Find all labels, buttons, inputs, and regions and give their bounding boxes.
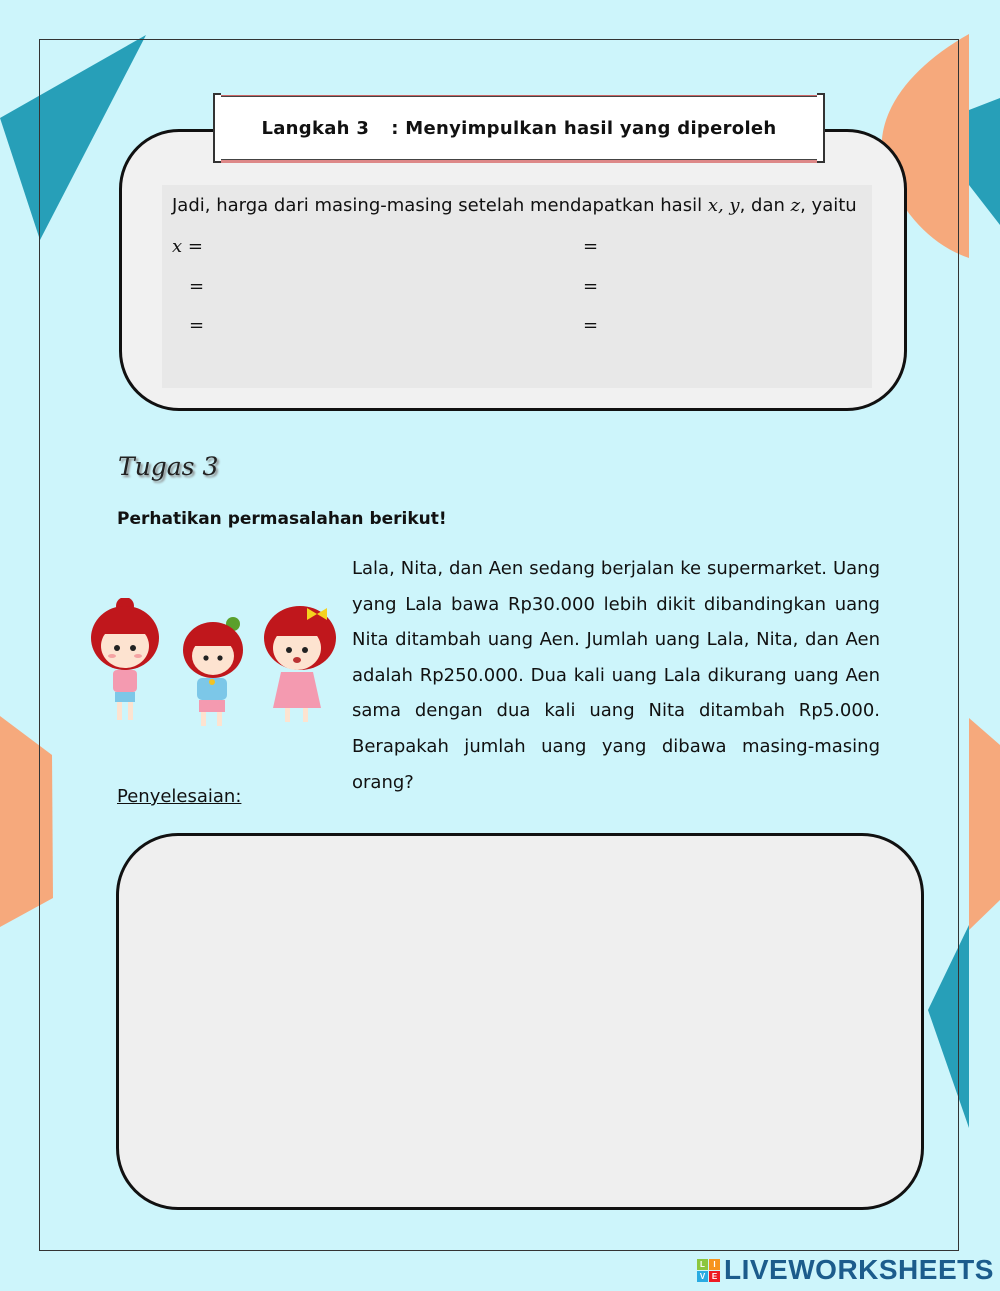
story-line-4: adalah Rp250.000. Dua kali uang Lala dikurang uang Aen: [352, 664, 880, 686]
equals-sign-r3: =: [583, 315, 599, 336]
story-line-2: yang Lala bawa Rp30.000 lebih dikit dibandingkan uang: [352, 593, 880, 615]
story-line-1: Lala, Nita, dan Aen sedang berjalan ke supermarket. Uang: [352, 558, 880, 579]
story-line-5: sama dengan dua kali uang Nita ditambah Rp5.000.: [352, 700, 880, 722]
brand-name: LIVEWORKSHEETS: [724, 1254, 994, 1285]
conclusion-sentence: Jadi, harga dari masing-masing setelah mendapatkan hasil x, y, dan z, yaitu: [172, 195, 857, 216]
equals-sign-l3: =: [189, 315, 205, 336]
girl-3: [264, 606, 336, 722]
girl-2: [183, 617, 243, 726]
three-cartoon-girls-illustration: [85, 598, 345, 733]
equals-sign-r1: =: [583, 236, 599, 257]
teal-triangle-top-right: [969, 98, 1000, 225]
girl-1: [91, 598, 159, 720]
liveworksheets-brand: [697, 1254, 994, 1286]
step-header-banner: [218, 96, 820, 160]
equals-sign-l2: =: [189, 276, 205, 297]
story-line-3: Nita ditambah uang Aen. Jumlah uang Lala, Nita, dan Aen: [352, 629, 880, 651]
variable-z: z: [790, 195, 801, 216]
x-equals-label: x =: [172, 236, 203, 257]
story-line-6: Berapakah jumlah uang yang dibawa masing-masing orang?: [352, 735, 880, 793]
variables-xy: x, y: [707, 195, 740, 216]
liveworksheets-logo-icon: L I V E: [697, 1259, 720, 1282]
step-label: Langkah 3: [261, 117, 370, 139]
peach-shape-right: [969, 718, 1000, 930]
task-title: Tugas 3: [118, 452, 219, 481]
equals-sign-r2: =: [583, 276, 599, 297]
solution-answer-box[interactable]: [116, 833, 924, 1210]
step-title: : Menyimpulkan hasil yang diperoleh: [391, 117, 777, 139]
task-instruction: Perhatikan permasalahan berikut!: [117, 509, 447, 529]
solution-label: Penyelesaian:: [117, 786, 242, 807]
story-paragraph: [352, 551, 880, 800]
